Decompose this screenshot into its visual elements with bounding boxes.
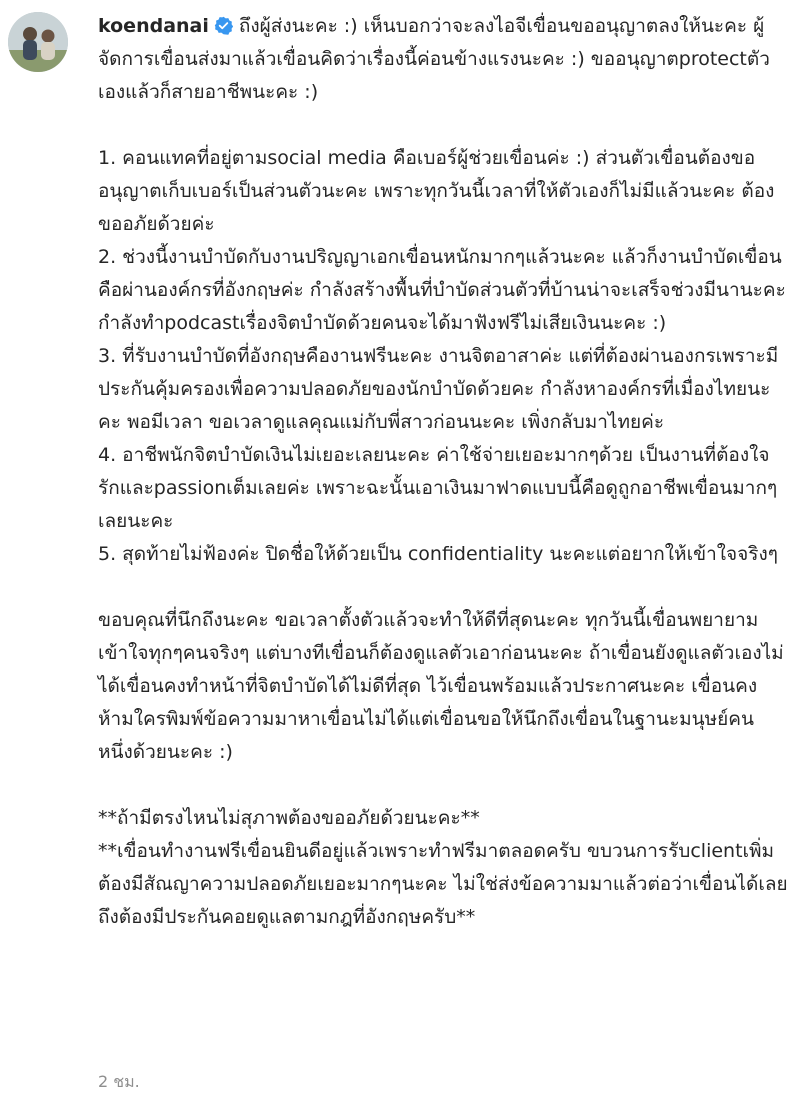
caption-note-1: **ถ้ามีตรงไหนไม่สุภาพต้องขออภัยด้วยนะคะ** — [98, 807, 480, 829]
paragraph-spacer — [98, 109, 788, 142]
caption-note-2: **เขื่อนทำงานฟรีเขื่อนยินดีอยู่แล้วเพราะทำฟรีมาตลอดครับ ขบวนการรับclientเพิ่มต้องมีสัณญาความปลอดภัยเยอะมากๆนะคะ ไม่ใช่ส่งข้อความมาแล้วต่อว่าเขื่อนได้เลย ถึงต้องมีประกันคอยดูแลตามกฎที่อังกฤษครับ** — [98, 840, 788, 928]
caption-intro-text: ถึงผู้ส่งนะคะ :) เห็นบอกว่าจะลงไอจีเขื่อนขออนุญาตลงให้นะคะ ผู้จัดการเขื่อนส่งมาแล้วเขื่อนคิดว่าเรื่องนี้ค่อนข้างแรงนะคะ :) ขออนุญาตprotectตัวเองแล้วก็สายอาชีพนะคะ :) — [98, 15, 770, 103]
avatar-photo-icon — [8, 12, 68, 72]
caption-intro — [98, 10, 788, 109]
caption-point-1: 1. คอนแทคที่อยู่ตามsocial media คือเบอร์ผู้ช่วยเขื่อนค่ะ :) ส่วนตัวเขื่อนต้องขออนุญาตเก็บเบอร์เป็นส่วนตัวนะคะ เพราะทุกวันนี้เวลาที่ให้ตัวเองก็ไม่มีแล้วนะคะ ต้องขออภัยด้วยค่ะ — [98, 147, 775, 235]
post-timestamp[interactable]: 2 ชม. — [98, 1072, 140, 1091]
avatar[interactable] — [8, 12, 68, 72]
paragraph-spacer — [98, 571, 788, 604]
caption-point-4: 4. อาชีพนักจิตบำบัดเงินไม่เยอะเลยนะคะ ค่าใช้จ่ายเยอะมากๆด้วย เป็นงานที่ต้องใจรักและpassionเต็มเลยค่ะ เพราะฉะนั้นเอาเงินมาฟาดแบบนี้คือดูถูกอาชีพเขื่อนมากๆเลยนะคะ — [98, 444, 778, 532]
caption-closing: ขอบคุณที่นึกถึงนะคะ ขอเวลาตั้งตัวแล้วจะทำให้ดีที่สุดนะคะ ทุกวันนี้เขื่อนพยายามเข้าใจทุกๆคนจริงๆ แต่บางทีเขื่อนก็ต้องดูแลตัวเอาก่อนนะคะ ถ้าเขื่อนยังดูแลตัวเองไม่ได้เขื่อนคงทำหน้าที่จิตบำบัดได้ไม่ดีที่สุด ไว้เขื่อนพร้อมแล้วประกาศนะคะ เขื่อนคงห้ามใครพิมพ์ข้อความมาหาเขื่อนไม่ได้แต่เขื่อนขอให้นึกถึงเขื่อนในฐานะมนุษย์คนหนึ่งด้วยนะคะ :) — [98, 609, 784, 763]
paragraph-spacer — [98, 769, 788, 802]
verified-badge-icon — [214, 16, 233, 35]
post-caption — [98, 10, 788, 934]
caption-point-2: 2. ช่วงนี้งานบำบัดกับงานปริญญาเอกเขื่อนหนักมากๆแล้วนะคะ แล้วก็งานบำบัดเขื่อนคือผ่านองค์กรที่อังกฤษค่ะ กำลังสร้างพื้นที่บำบัดส่วนตัวที่บ้านน่าจะเสร็จช่วงมีนานะคะ กำลังทำpodcastเรื่องจิตบำบัดด้วยคนจะได้มาฟังฟรีไม่เสียเงินนะคะ :) — [98, 246, 786, 334]
caption-point-5: 5. สุดท้ายไม่ฟ้องค่ะ ปิดชื่อให้ด้วยเป็น confidentiality นะคะแต่อยากให้เข้าใจจริงๆ — [98, 543, 778, 565]
caption-point-3: 3. ที่รับงานบำบัดที่อังกฤษคืองานฟรีนะคะ งานจิตอาสาค่ะ แต่ที่ต้องผ่านองกรเพราะมีประกันคุ้มครองเพื่อความปลอดภัยของนักบำบัดด้วยคะ กำลังหาองค์กรที่เมื่องไทยนะคะ พอมีเวลา ขอเวลาดูแลคุณแม่กับพี่สาวก่อนนะคะ เพิ่งกลับมาไทยค่ะ — [98, 345, 779, 433]
username-link[interactable]: koendanai — [98, 15, 209, 37]
